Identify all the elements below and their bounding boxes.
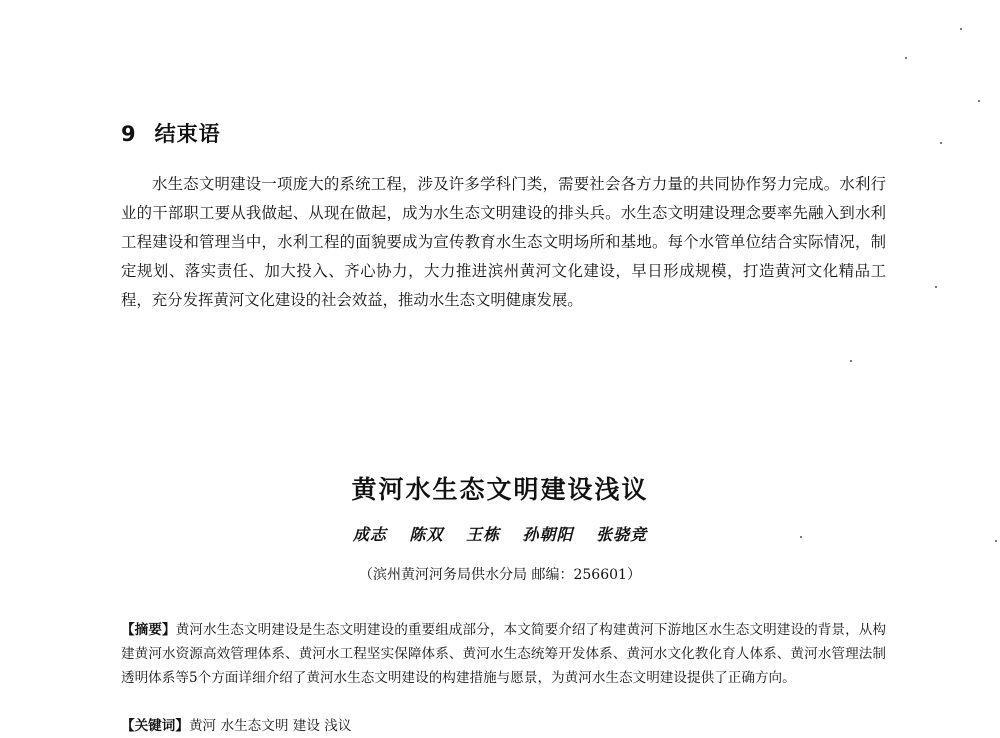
abstract-text: 黄河水生态文明建设是生态文明建设的重要组成部分，本文简要介绍了构建黄河下游地区水生态文明建设的背景，从构建黄河水资源高效管理体系、黄河水工程坚实保障体系、黄河水生态统筹开发体系、黄河水文化教化育人体系、黄河水管理法制透明体系等5个方面详细介绍了黄河水生态文明建设的构建措施与愿景，为黄河水生态文明建设提供了正确方向。 <box>121 622 887 686</box>
author-affiliation: （滨州黄河河务局供水分局 邮编：256601） <box>359 567 641 583</box>
author-list: 成志 陈双 王栋 孙朝阳 张骁竞 <box>352 525 648 544</box>
scan-speck <box>850 360 852 362</box>
article-title: 黄河水生态文明建设浅议 <box>351 475 649 504</box>
keywords-text: 黄河 水生态文明 建设 浅议 <box>188 718 352 734</box>
scan-speck <box>935 286 937 288</box>
keywords-label: 【关键词】 <box>121 718 189 734</box>
conclusion-paragraph: 水生态文明建设一项庞大的系统工程，涉及许多学科门类，需要社会各方力量的共同协作努力完成。水利行业的干部职工要从我做起、从现在做起，成为水生态文明建设的排头兵。水生态文明建设理念要率先融入到水利工程建设和管理当中，水利工程的面貌要成为宣传教育水生态文明场所和基地。每个水管单位结合实际情况，制定规划、落实责任、加大投入、齐心协力，大力推进滨州黄河文化建设，早日形成规模，打造黄河文化精品工程，充分发挥黄河文化建设的社会效益，推动水生态文明健康发展。 <box>121 175 886 309</box>
section-number: 9 <box>121 122 137 146</box>
abstract <box>121 618 886 690</box>
scan-speck <box>905 57 907 59</box>
abstract-label: 【摘要】 <box>121 622 176 638</box>
scan-speck <box>940 142 942 144</box>
section-title: 结束语 <box>154 122 221 146</box>
keywords <box>121 714 886 738</box>
section-heading <box>121 118 221 148</box>
scan-speck <box>978 100 980 102</box>
scan-speck <box>960 28 962 30</box>
